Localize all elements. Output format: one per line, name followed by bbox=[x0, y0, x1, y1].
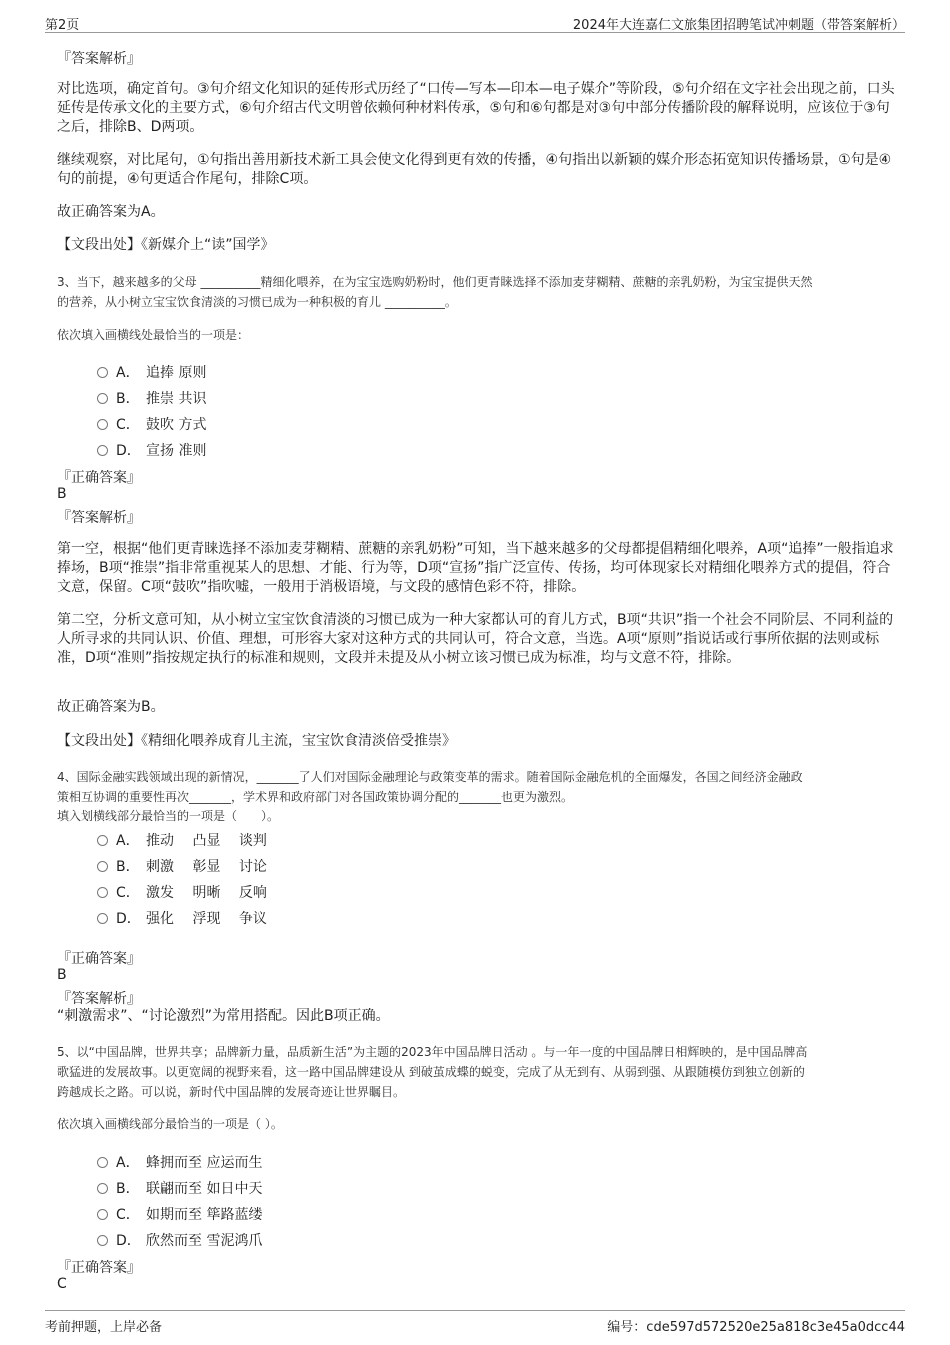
q3-conclusion: 故正确答案为B。 bbox=[57, 699, 165, 715]
q3-option-c[interactable] bbox=[97, 414, 206, 434]
option-text: 如期而至 筚路蓝缕 bbox=[146, 1207, 263, 1223]
q3-option-b[interactable] bbox=[97, 388, 206, 408]
radio-icon[interactable] bbox=[97, 393, 108, 404]
option-text: 欣然而至 雪泥鸿爪 bbox=[146, 1233, 263, 1249]
q4-option-c[interactable] bbox=[97, 882, 267, 902]
q4-answer: B bbox=[57, 967, 67, 983]
radio-icon[interactable] bbox=[97, 1235, 108, 1246]
q4-stem-line1: 4、国际金融实践领域出现的新情况，_______了人们对国际金融理论与政策变革的需求。随着国际金融危机的全面爆发，各国之间经济金融政 bbox=[57, 770, 803, 784]
q5-stem-line3: 跨越成长之路。可以说，新时代中国品牌的发展奇迹让世界瞩目。 bbox=[57, 1085, 406, 1099]
radio-icon[interactable] bbox=[97, 861, 108, 872]
option-text: 推崇 共识 bbox=[146, 391, 207, 407]
option-text: 鼓吹 方式 bbox=[146, 417, 207, 433]
q5-correct-label: 『正确答案』 bbox=[57, 1260, 141, 1276]
q5-option-a[interactable] bbox=[97, 1152, 262, 1172]
document-code: 编号：cde597d572520e25a818c3e45a0dcc44 bbox=[607, 1320, 905, 1335]
q4-analysis-label: 『答案解析』 bbox=[57, 991, 141, 1007]
option-key: B． bbox=[116, 859, 140, 875]
q5-option-d[interactable] bbox=[97, 1230, 262, 1250]
radio-icon[interactable] bbox=[97, 1209, 108, 1220]
option-key: D． bbox=[116, 911, 141, 927]
page-header bbox=[45, 12, 905, 33]
footer-slogan: 考前押题，上岸必备 bbox=[45, 1320, 163, 1335]
q3-correct-label: 『正确答案』 bbox=[57, 470, 141, 486]
option-key: A． bbox=[116, 833, 140, 849]
q4-option-b[interactable] bbox=[97, 856, 267, 876]
q5-stem-line2: 歌猛进的发展故事。以更宽阔的视野来看，这一路中国品牌建设从 到破茧成蝶的蜕变，完成了从无到有、从弱到强、从跟随模仿到独立创新的 bbox=[57, 1065, 805, 1079]
page-footer bbox=[45, 1310, 905, 1335]
q2-analysis-p2: 继续观察，对比尾句，①句指出善用新技术新工具会使文化得到更有效的传播，④句指出以新颖的媒介形态拓宽知识传播场景，①句是④句的前提，④句更适合作尾句，排除C项。 bbox=[57, 152, 892, 187]
option-text: 蜂拥而至 应运而生 bbox=[146, 1155, 263, 1171]
q5-stem-line1: 5、以“中国品牌，世界共享；品牌新力量，品质新生活”为主题的2023年中国品牌日活动 。与一年一度的中国品牌日相辉映的，是中国品牌高 bbox=[57, 1045, 808, 1059]
option-text: 激发 明晰 反响 bbox=[146, 885, 267, 901]
q4-correct-label: 『正确答案』 bbox=[57, 951, 141, 967]
q3-question: 依次填入画横线处最恰当的一项是： bbox=[57, 328, 250, 342]
document-title: 2024年大连嘉仁文旅集团招聘笔试冲刺题（带答案解析） bbox=[572, 18, 905, 33]
q3-analysis-p2: 第二空，分析文意可知，从小树立宝宝饮食清淡的习惯已成为一种大家都认可的育儿方式，B项“共识”指一个社会不同阶层、不同利益的人所寻求的共同认识、价值、理想，可形容大家对这种方式的共同认可，符合文意，当选。A项“原则”指说话或行事所依据的法则或标准，D项“准则”指按规定执行的标准和规则，文段并未提及从小树立该习惯已成为标准，均与文意不符，排除。 bbox=[57, 612, 894, 666]
q5-option-c[interactable] bbox=[97, 1204, 262, 1224]
q3-answer: B bbox=[57, 486, 67, 502]
q3-analysis-label: 『答案解析』 bbox=[57, 510, 141, 526]
option-key: A． bbox=[116, 1155, 140, 1171]
option-key: D． bbox=[116, 443, 141, 459]
radio-icon[interactable] bbox=[97, 1183, 108, 1194]
option-key: D． bbox=[116, 1233, 141, 1249]
q3-stem-line2: 的营养，从小树立宝宝饮食清淡的习惯已成为一种积极的育儿 __________。 bbox=[57, 295, 457, 309]
q4-analysis-p1: “刺激需求”、“讨论激烈”为常用搭配。因此B项正确。 bbox=[57, 1008, 390, 1024]
option-text: 推动 凸显 谈判 bbox=[146, 833, 267, 849]
option-text: 强化 浮现 争议 bbox=[146, 911, 267, 927]
radio-icon[interactable] bbox=[97, 419, 108, 430]
option-text: 联翩而至 如日中天 bbox=[146, 1181, 263, 1197]
q3-analysis-p1: 第一空，根据“他们更青睐选择不添加麦芽糊精、蔗糖的亲乳奶粉”可知，当下越来越多的父母都提倡精细化喂养，A项“追捧”一般指追求捧场，B项“推崇”指非常重视某人的思想、才能、行为等，D项“宣扬”指广泛宣传、传扬，均可体现家长对精细化喂养方式的提倡，符合文意，保留。C项“鼓吹”指吹嘘，一般用于消极语境，与文段的感情色彩不符，排除。 bbox=[57, 541, 894, 595]
q3-option-a[interactable] bbox=[97, 362, 206, 382]
radio-icon[interactable] bbox=[97, 445, 108, 456]
option-text: 宣扬 准则 bbox=[146, 443, 207, 459]
option-key: C． bbox=[116, 885, 140, 901]
q4-option-d[interactable] bbox=[97, 908, 267, 928]
q5-answer: C bbox=[57, 1276, 67, 1292]
option-text: 追捧 原则 bbox=[146, 365, 207, 381]
q4-stem-line2: 策相互协调的重要性再次_______，学术界和政府部门对各国政策协调分配的_______也更为激烈。 bbox=[57, 790, 574, 804]
q2-source: 【文段出处】《新媒介上“读”国学》 bbox=[57, 237, 275, 253]
option-key: B． bbox=[116, 1181, 140, 1197]
option-key: C． bbox=[116, 417, 140, 433]
page-number: 第2页 bbox=[45, 18, 80, 33]
radio-icon[interactable] bbox=[97, 367, 108, 378]
option-key: B． bbox=[116, 391, 140, 407]
q3-stem-line1: 3、当下，越来越多的父母 __________精细化喂养，在为宝宝选购奶粉时，他们更青睐选择不添加麦芽糊精、蔗糖的亲乳奶粉，为宝宝提供天然 bbox=[57, 275, 813, 289]
q3-option-d[interactable] bbox=[97, 440, 206, 460]
q2-conclusion: 故正确答案为A。 bbox=[57, 204, 165, 220]
radio-icon[interactable] bbox=[97, 1157, 108, 1168]
option-key: C． bbox=[116, 1207, 140, 1223]
radio-icon[interactable] bbox=[97, 913, 108, 924]
q5-option-b[interactable] bbox=[97, 1178, 262, 1198]
q3-source: 【文段出处】《精细化喂养成育儿主流，宝宝饮食清淡倍受推崇》 bbox=[57, 733, 456, 749]
q4-option-a[interactable] bbox=[97, 830, 267, 850]
q5-question: 依次填入画横线部分最恰当的一项是（ ）。 bbox=[57, 1117, 283, 1131]
q2-analysis-label: 『答案解析』 bbox=[57, 51, 141, 67]
q4-question: 填入划横线部分最恰当的一项是（ ）。 bbox=[57, 809, 280, 823]
option-text: 刺激 彰显 讨论 bbox=[146, 859, 267, 875]
radio-icon[interactable] bbox=[97, 887, 108, 898]
radio-icon[interactable] bbox=[97, 835, 108, 846]
option-key: A． bbox=[116, 365, 140, 381]
q2-analysis-p1: 对比选项，确定首句。③句介绍文化知识的延传形式历经了“口传—写本—印本—电子媒介”等阶段，⑤句介绍在文字社会出现之前，口头延传是传承文化的主要方式，⑥句介绍古代文明曾依赖何种材料传承，⑤句和⑥句都是对③句中部分传播阶段的解释说明，应该位于③句之后，排除B、D两项。 bbox=[57, 81, 895, 135]
